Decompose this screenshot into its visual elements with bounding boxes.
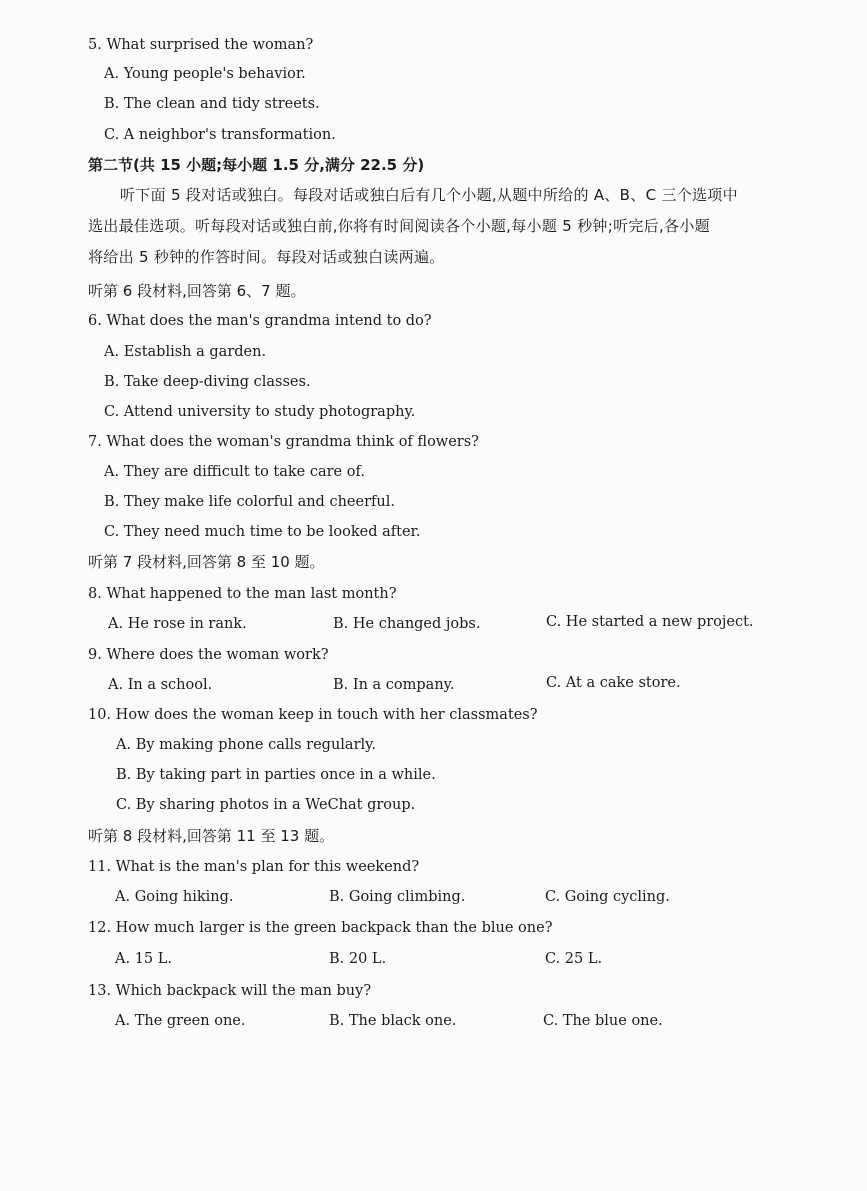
section-2-instructions-line-2: 选出最佳选项。听每段对话或独白前,你将有时间阅读各个小题,每小题 5 秒钟;听完后,各小题 [88,217,710,235]
question-13-option-a: A. The green one. [115,1013,246,1029]
material-8-label: 听第 8 段材料,回答第 11 至 13 题。 [88,827,335,845]
section-2-instructions-line-1: 听下面 5 段对话或独白。每段对话或独白后有几个小题,从题中所给的 A、B、C 三个选项中 [120,186,738,204]
question-8-option-c: C. He started a new project. [546,614,754,630]
question-9-stem: 9. Where does the woman work? [88,647,329,663]
question-5-option-a: A. Young people's behavior. [104,66,306,82]
material-7-label: 听第 7 段材料,回答第 8 至 10 题。 [88,553,325,571]
question-7-option-a: A. They are difficult to take care of. [104,464,365,480]
material-6-label: 听第 6 段材料,回答第 6、7 题。 [88,282,306,300]
question-11-option-a: A. Going hiking. [115,889,234,905]
question-8-stem: 8. What happened to the man last month? [88,586,397,602]
question-9-option-c: C. At a cake store. [546,675,681,691]
question-6-stem: 6. What does the man's grandma intend to do? [88,313,432,329]
question-11-option-b: B. Going climbing. [329,889,466,905]
question-12-stem: 12. How much larger is the green backpack than the blue one? [88,920,553,936]
question-13-stem: 13. Which backpack will the man buy? [88,983,372,999]
section-2-heading: 第二节(共 15 小题;每小题 1.5 分,满分 22.5 分) [88,156,425,174]
question-6-option-b: B. Take deep-diving classes. [104,374,311,390]
question-6-option-a: A. Establish a garden. [104,344,267,360]
question-12-option-b: B. 20 L. [329,951,387,967]
question-10-option-c: C. By sharing photos in a WeChat group. [116,797,416,813]
question-12-option-a: A. 15 L. [115,951,172,967]
question-10-option-a: A. By making phone calls regularly. [116,737,377,753]
question-13-option-c: C. The blue one. [543,1013,663,1029]
question-12-option-c: C. 25 L. [545,951,603,967]
question-8-option-a: A. He rose in rank. [108,616,247,632]
question-5-stem: 5. What surprised the woman? [88,37,314,53]
question-7-option-c: C. They need much time to be looked after. [104,524,421,540]
question-11-stem: 11. What is the man's plan for this weekend? [88,859,420,875]
question-8-option-b: B. He changed jobs. [333,616,481,632]
question-13-option-b: B. The black one. [329,1013,457,1029]
question-10-stem: 10. How does the woman keep in touch with her classmates? [88,707,538,723]
question-10-option-b: B. By taking part in parties once in a while. [116,767,436,783]
question-6-option-c: C. Attend university to study photography. [104,404,416,420]
question-7-stem: 7. What does the woman's grandma think of flowers? [88,434,479,450]
question-9-option-b: B. In a company. [333,677,455,693]
question-9-option-a: A. In a school. [108,677,213,693]
question-7-option-b: B. They make life colorful and cheerful. [104,494,395,510]
question-5-option-b: B. The clean and tidy streets. [104,96,320,112]
question-5-option-c: C. A neighbor's transformation. [104,127,336,143]
section-2-instructions-line-3: 将给出 5 秒钟的作答时间。每段对话或独白读两遍。 [88,248,445,266]
question-11-option-c: C. Going cycling. [545,889,670,905]
